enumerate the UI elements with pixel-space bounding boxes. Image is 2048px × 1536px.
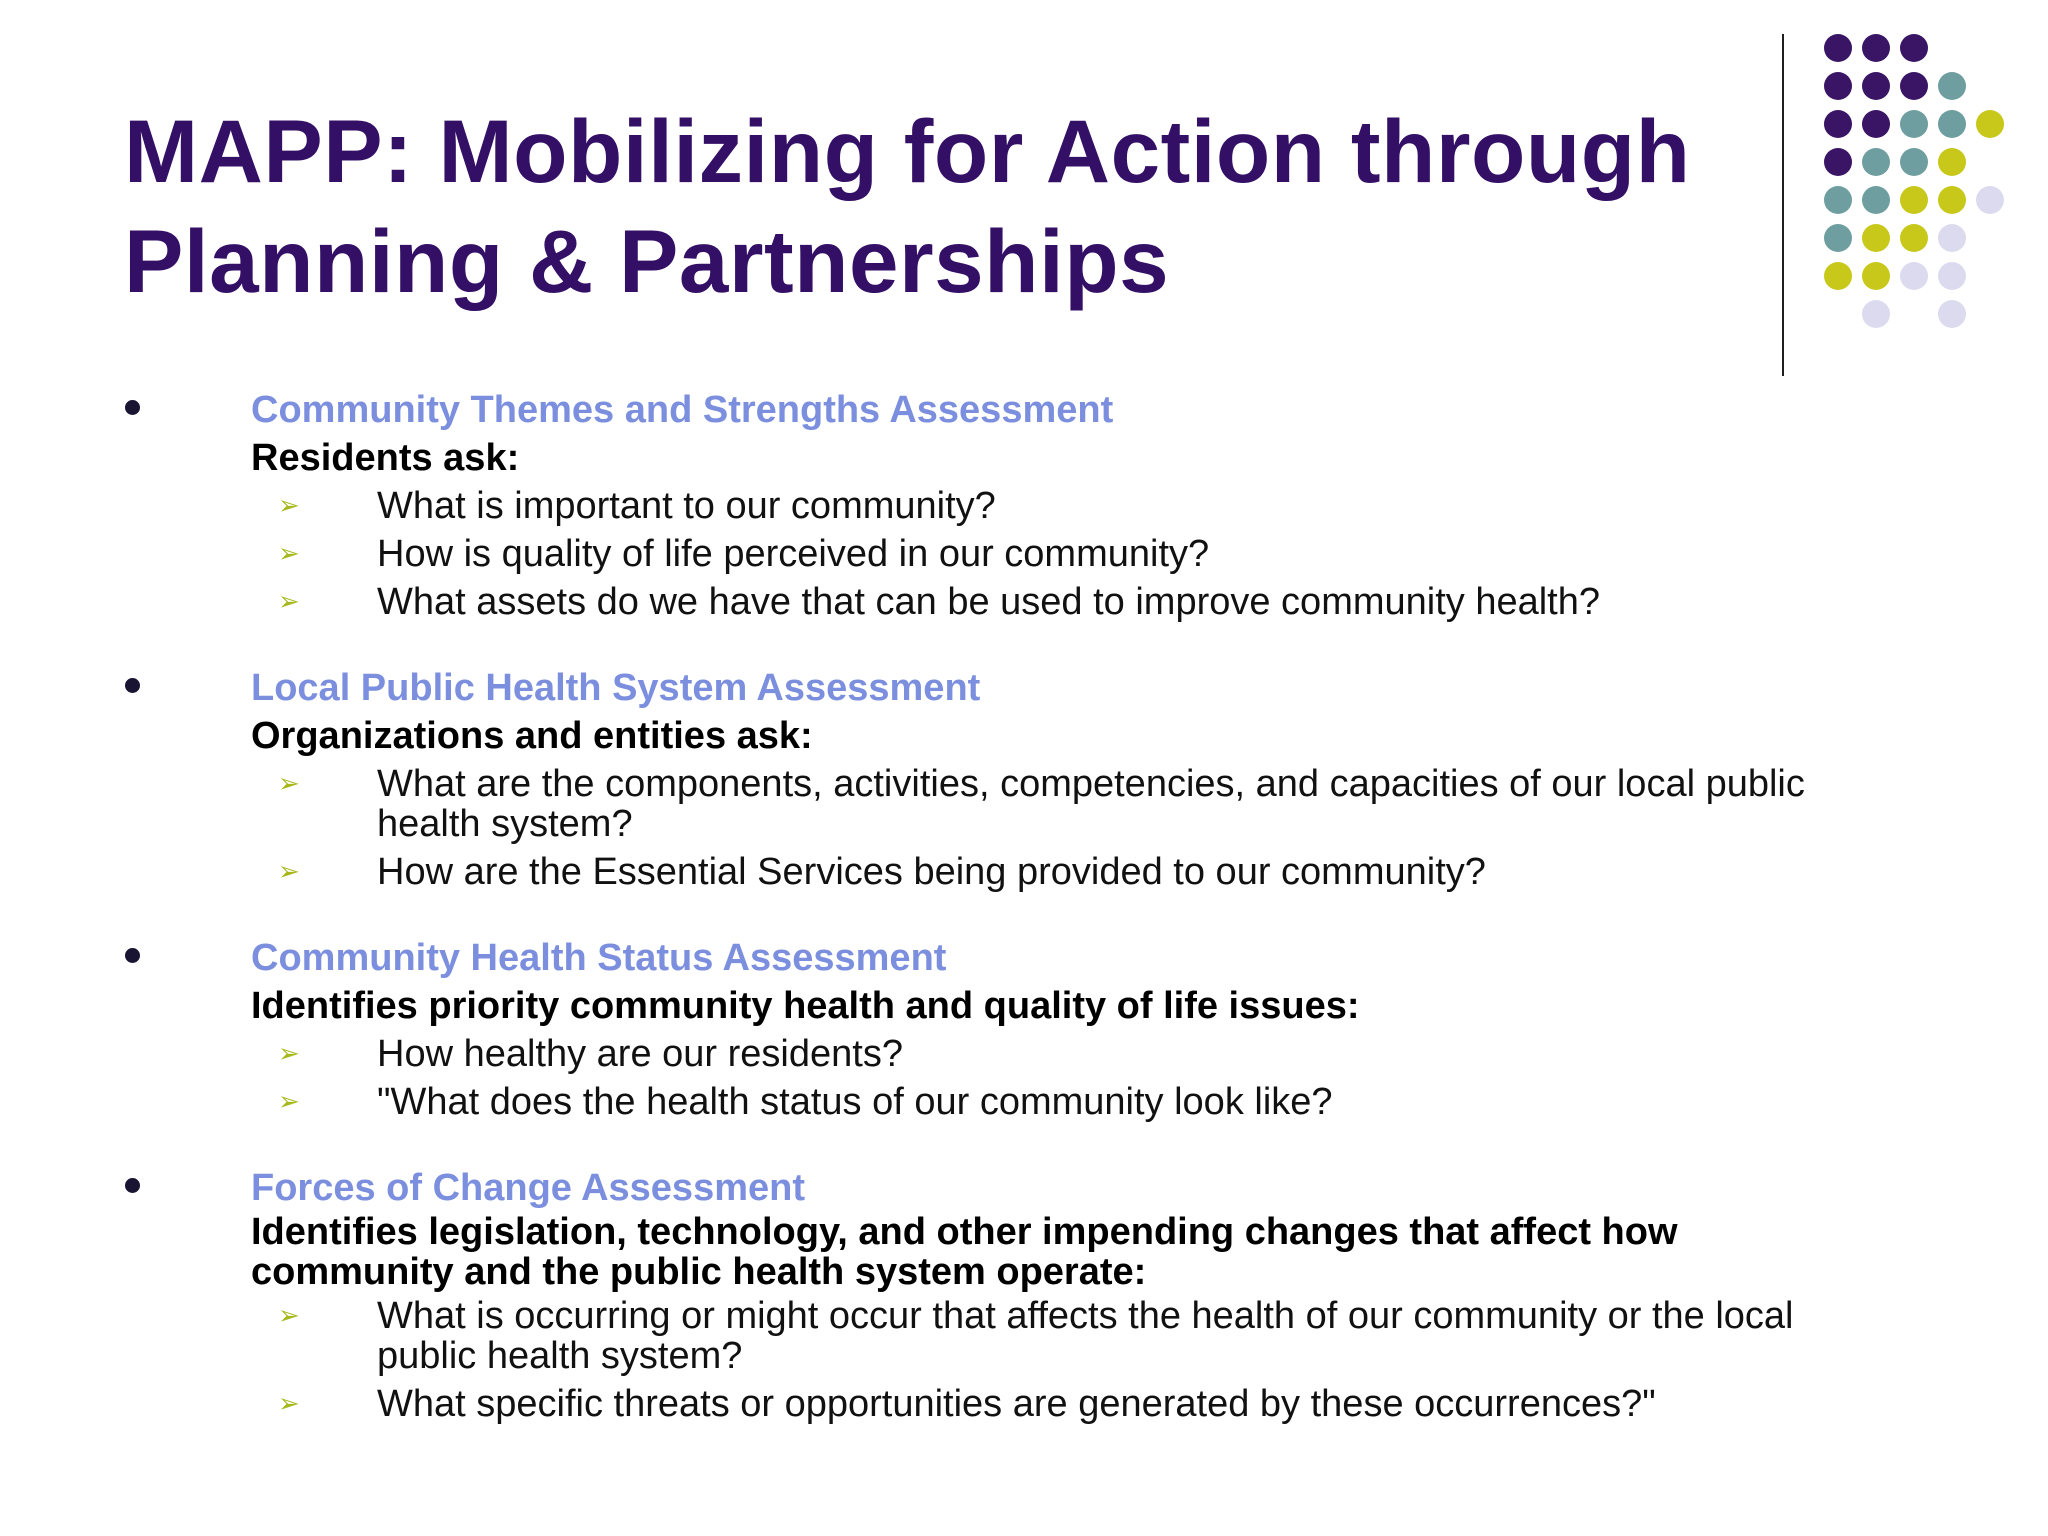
question-text: How is quality of life perceived in our community? <box>377 533 1210 575</box>
question-text: What is important to our community? <box>377 485 996 527</box>
vertical-divider <box>1782 34 1784 376</box>
decorative-dot <box>1976 186 2004 214</box>
decorative-dot <box>1862 224 1890 252</box>
decorative-dot <box>1900 110 1928 138</box>
decorative-dot <box>1938 148 1966 176</box>
question-item <box>0 1030 2048 1078</box>
decorative-dot <box>1824 224 1852 252</box>
question-text: How are the Essential Services being provided to our community? <box>377 851 1486 893</box>
decorative-dot <box>1824 34 1852 62</box>
decorative-dot <box>1862 186 1890 214</box>
decorative-dot <box>1862 300 1890 328</box>
decorative-dot <box>1938 224 1966 252</box>
section-subheading: Residents ask: <box>251 437 520 479</box>
decorative-dot <box>1862 72 1890 100</box>
question-text: What is occurring or might occur that affects the health of our community or the local public health system? <box>377 1295 1794 1377</box>
question-item <box>0 482 2048 530</box>
slide-title-line-1: MAPP: Mobilizing for Action through <box>124 101 1691 201</box>
slide-title-line-2: Planning & Partnerships <box>124 211 1170 311</box>
decorative-dot <box>1900 262 1928 290</box>
section-community-themes <box>0 386 2048 626</box>
round-bullet-icon <box>125 1178 140 1193</box>
question-item <box>0 1292 2048 1380</box>
decorative-dot <box>1862 110 1890 138</box>
section-heading: Community Themes and Strengths Assessment <box>251 389 1114 431</box>
decorative-dot <box>1824 262 1852 290</box>
question-item <box>0 530 2048 578</box>
section-local-public-health-system <box>0 664 2048 896</box>
decorative-dot <box>1900 148 1928 176</box>
decorative-dot <box>1824 72 1852 100</box>
decorative-dot <box>1824 186 1852 214</box>
section-heading: Forces of Change Assessment <box>251 1167 805 1209</box>
chevron-arrow-icon: ➢ <box>278 857 300 887</box>
decorative-dot <box>1862 262 1890 290</box>
chevron-arrow-icon: ➢ <box>278 491 300 521</box>
section-subheading: Identifies legislation, technology, and other impending changes that affect how community and the public health system operate: <box>251 1211 1678 1293</box>
question-text: What specific threats or opportunities are generated by these occurrences?" <box>377 1383 1656 1425</box>
chevron-arrow-icon: ➢ <box>278 1389 300 1419</box>
decorative-dot <box>1938 262 1966 290</box>
section-subheading: Organizations and entities ask: <box>251 715 813 757</box>
decorative-dot <box>1976 110 2004 138</box>
chevron-arrow-icon: ➢ <box>278 587 300 617</box>
question-item <box>0 1380 2048 1428</box>
decorative-dot <box>1900 72 1928 100</box>
chevron-arrow-icon: ➢ <box>278 1039 300 1069</box>
decorative-dot <box>1824 148 1852 176</box>
decorative-dot <box>1938 72 1966 100</box>
decorative-dot-grid <box>1824 34 2024 334</box>
decorative-dot <box>1862 148 1890 176</box>
question-item <box>0 578 2048 626</box>
question-list <box>0 760 2048 896</box>
decorative-dot <box>1824 110 1852 138</box>
round-bullet-icon <box>125 400 140 415</box>
section-forces-of-change <box>0 1164 2048 1428</box>
chevron-arrow-icon: ➢ <box>278 1301 300 1331</box>
question-text: "What does the health status of our community look like? <box>377 1081 1333 1123</box>
chevron-arrow-icon: ➢ <box>278 769 300 799</box>
decorative-dot <box>1900 224 1928 252</box>
section-subheading: Identifies priority community health and quality of life issues: <box>251 985 1360 1027</box>
slide-title <box>124 96 1764 316</box>
decorative-dot <box>1900 34 1928 62</box>
decorative-dot <box>1938 110 1966 138</box>
chevron-arrow-icon: ➢ <box>278 539 300 569</box>
round-bullet-icon <box>125 948 140 963</box>
decorative-dot <box>1900 186 1928 214</box>
chevron-arrow-icon: ➢ <box>278 1087 300 1117</box>
section-community-health-status <box>0 934 2048 1126</box>
decorative-dot <box>1862 34 1890 62</box>
question-text: What are the components, activities, competencies, and capacities of our local public health system? <box>377 763 1805 845</box>
round-bullet-icon <box>125 678 140 693</box>
slide-content <box>0 386 2048 1466</box>
section-heading: Local Public Health System Assessment <box>251 667 981 709</box>
question-text: How healthy are our residents? <box>377 1033 903 1075</box>
section-heading: Community Health Status Assessment <box>251 937 947 979</box>
decorative-dot <box>1938 300 1966 328</box>
question-list <box>0 1292 2048 1428</box>
question-item <box>0 848 2048 896</box>
decorative-dot <box>1938 186 1966 214</box>
question-list <box>0 1030 2048 1126</box>
question-item <box>0 760 2048 848</box>
question-item <box>0 1078 2048 1126</box>
question-text: What assets do we have that can be used to improve community health? <box>377 581 1600 623</box>
question-list <box>0 482 2048 626</box>
